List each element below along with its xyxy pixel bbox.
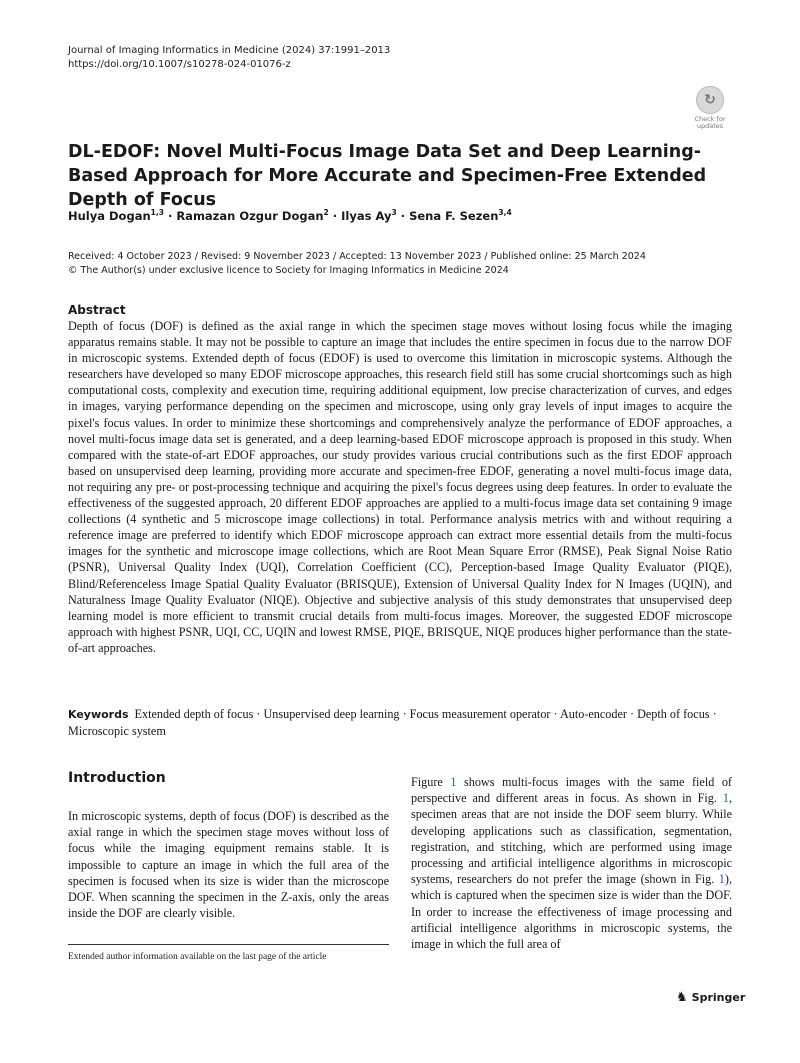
journal-citation: Journal of Imaging Informatics in Medicine (2024) 37:1991–2013	[68, 45, 391, 56]
copyright-line: © The Author(s) under exclusive licence to Society for Imaging Informatics in Medicine 2024	[68, 265, 509, 276]
check-updates-icon: ↻	[696, 86, 724, 114]
publisher-logo	[676, 990, 745, 1005]
intro-right-column: Figure 1 shows multi-focus images with the same field of perspective and different areas in focus. As shown in Fig. 1, specimen areas that are not inside the DOF seem blurry. While developing applications such as classification, segmentation, registration, and stitching, which are performed using image processing and artificial intelligence algorithms in microscopic systems, researchers do not prefer the image (shown in Fig. 1), which is captured when the specimen size is wider than the DOF. In order to increase the effectiveness of image processing and artificial intelligence algorithms in microscopic systems, the image in which the full area of	[411, 775, 732, 952]
doi-link[interactable]: https://doi.org/10.1007/s10278-024-01076-z	[68, 59, 291, 70]
author-affiliation: 3	[391, 208, 397, 217]
figure-ref-link[interactable]: 1	[450, 775, 457, 789]
paper-title: DL-EDOF: Novel Multi-Focus Image Data Set and Deep Learning-Based Approach for More Accurate and Specimen-Free Extended Depth of Focus	[68, 142, 707, 210]
check-for-updates-badge[interactable]	[690, 86, 730, 130]
author-name: Ramazan Ozgur Dogan	[176, 208, 324, 223]
keywords-list: Extended depth of focus · Unsupervised deep learning · Focus measurement operator · Auto-encoder · Depth of focus · Microscopic system	[68, 707, 717, 738]
figure-ref-link[interactable]: 1	[722, 791, 729, 806]
journal-header	[68, 44, 390, 72]
author-list: Hulya Dogan$^{1,3}$ · Ramazan Ozgur Dogan$^2$ · Ilyas $Ay^3$ · Sena F. Sezen$^{3,4}$	[68, 208, 512, 223]
figure-ref-link[interactable]: 1	[718, 872, 725, 887]
author-affiliation: 3,4	[498, 208, 512, 217]
author-info-footnote: Extended author information available on the last page of the article	[68, 952, 327, 962]
author-name: Hulya Dogan	[68, 208, 151, 223]
keywords-label: Keywords	[68, 708, 129, 721]
abstract-text: Depth of focus (DOF) is defined as the axial range in which the specimen stage moves without losing focus while the imaging apparatus remains stable. It may not be possible to capture an image that includes the entire specimen in focus due to the narrow DOF in microscopic systems. Extended depth of focus (EDOF) is used to overcome this limitation in microscopic systems. Although the researchers have developed so many EDOF microscope approaches, this research field still has some crucial shortcomings such as high computational costs, complexity and execution time, requiring additional equipment, low precise characterization of curves, and edges in images, varying performance depending on the specimen and microscope, using only gray levels of input images to acquire the pixel's focus values. In order to minimize these shortcomings and comprehensively analyze the performance of EDOF approaches, a novel multi-focus image data set is generated, and a deep learning-based EDOF microscope approach is proposed in this study. When compared with the state-of-art EDOF approaches, our study provides various crucial contributions such as the first EDOF approach based on unsupervised deep learning, providing more accurate and specimen-free EDOF, generating a novel multi-focus image data, not requiring any pre- or post-processing technique and acquiring the pixel's focus degrees using deep features. In order to evaluate the effectiveness of the suggested approach, 20 different EDOF approaches are applied to a multi-focus image data set containing 9 image collections (4 synthetic and 5 microscope image collections) in total. Performance analysis metrics with and without requiring a reference image are preferred to identify which EDOF microscope approach can extract more essential details from the multi-focus images for the synthetic and microscope image collections, which are Root Mean Square Error (RMSE), Peak Signal Noise Ratio (PSNR), Universal Quality Index (UQI), Correlation Coefficient (CC), Perception-based Image Quality Evaluator (PIQE), Blind/Referenceless Image Spatial Quality Evaluator (BRISQUE), Extension of Universal Quality Index for N Images (UQIN), and Naturalness Image Quality Evaluator (NIQE). Objective and subjective analysis of this study demonstrates that unsupervised deep learning model is more efficient to transmit crucial details from multi-focus images. Moreover, the suggested EDOF microscope approach with highest PSNR, UQI, CC, UQIN and lowest RMSE, PIQE, BRISQUE, NIQE produces higher performance than the state-of-art approaches.	[68, 319, 732, 655]
author-name: Sena F. Sezen	[409, 208, 499, 223]
keywords-section	[68, 706, 732, 739]
footnote-divider	[68, 944, 389, 945]
abstract-heading: Abstract	[68, 303, 126, 317]
intro-left-column: In microscopic systems, depth of focus (DOF) is described as the axial range in which the specimen stage moves without loss of focus while the imaging equipment remains stable. It is impossible to capture an image in which the full area of the specimen is focused when its size is wider than the microscope DOF. When scanning the specimen in the Z-axis, only the areas inside the DOF are clearly visible.	[68, 809, 389, 921]
publication-dates: Received: 4 October 2023 / Revised: 9 November 2023 / Accepted: 13 November 2023 / Published online: 25 March 2024	[68, 251, 646, 262]
author-affiliation: 2	[323, 208, 329, 217]
check-updates-label: Check for updates	[694, 115, 726, 130]
publisher-name: Springer	[691, 991, 746, 1004]
publication-info	[68, 250, 646, 278]
author-name: Ilyas Ay	[341, 208, 392, 223]
author-affiliation: 1,3	[150, 208, 164, 217]
springer-horse-icon: ♞	[676, 990, 688, 1005]
introduction-heading: Introduction	[68, 770, 166, 786]
